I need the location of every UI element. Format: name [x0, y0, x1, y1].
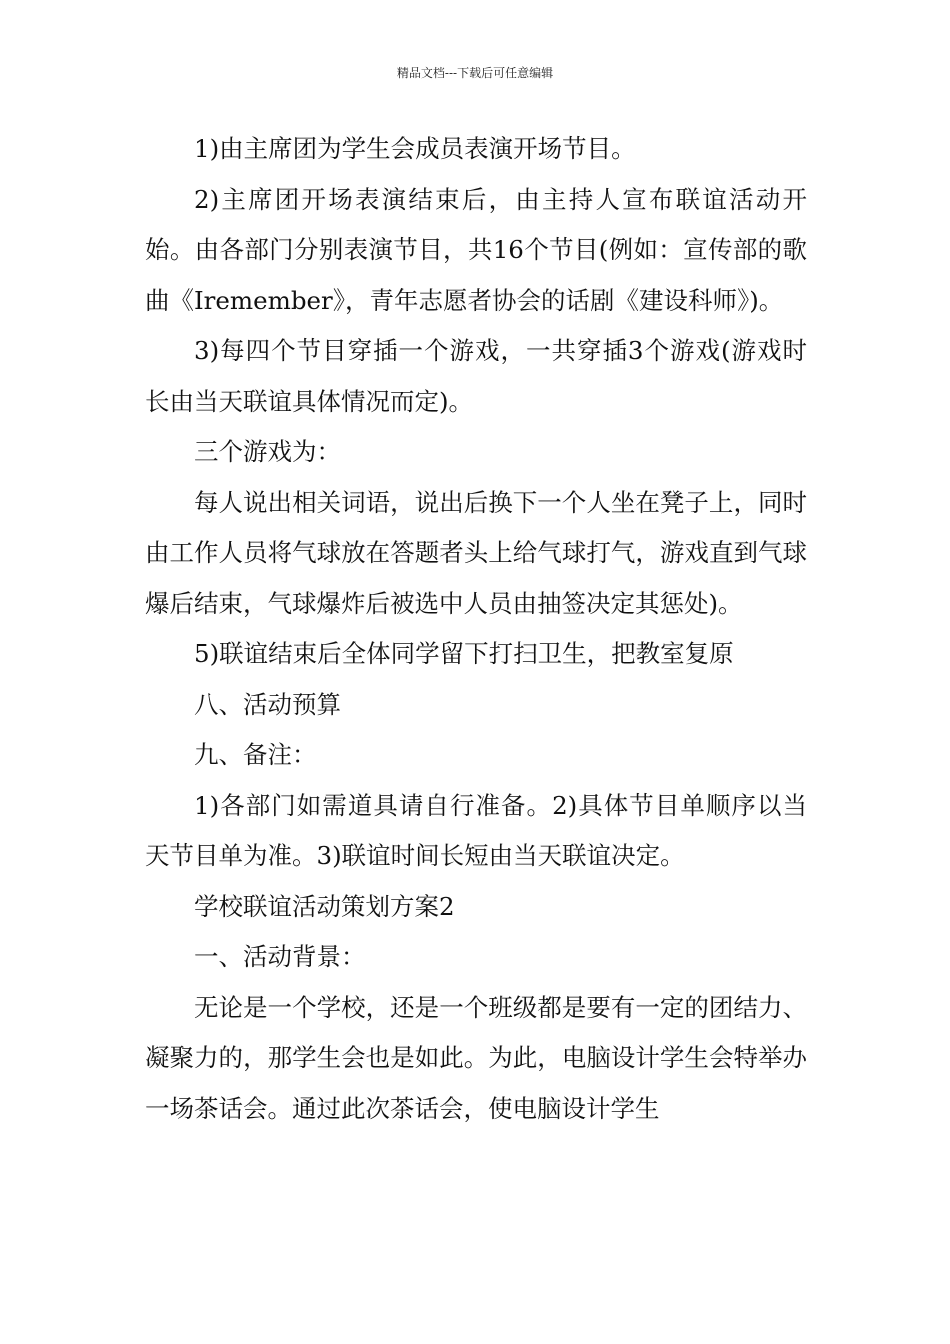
section-heading-background: 一、活动背景： — [194, 942, 366, 971]
document-subtitle: 学校联谊活动策划方案2 — [194, 891, 455, 921]
paragraph-notes: 1)各部门如需道具请自行准备。2)具体节目单顺序以当天节目单为准。3)联谊时间长短由当天联谊决定。 — [145, 790, 807, 870]
document-body — [145, 124, 807, 1134]
paragraph-5: 每人说出相关词语，说出后换下一个人坐在凳子上，同时由工作人员将气球放在答题者头上给气球打气，游戏直到气球爆后结束，气球爆炸后被选中人员由抽签决定其惩处)。 — [145, 487, 807, 618]
paragraph-6: 5)联谊结束后全体同学留下打扫卫生，把教室复原 — [194, 639, 734, 668]
paragraph-1: 1)由主席团为学生会成员表演开场节目。 — [194, 134, 636, 163]
paragraph-background: 无论是一个学校，还是一个班级都是要有一定的团结力、凝聚力的，那学生会也是如此。为此，电脑设计学生会特举办一场茶话会。通过此次茶话会，使电脑设计学生 — [145, 992, 807, 1123]
section-heading-budget: 八、活动预算 — [194, 689, 341, 719]
paragraph-3: 3)每四个节目穿插一个游戏，一共穿插3个游戏(游戏时长由当天联谊具体情况而定)。 — [145, 336, 807, 416]
page-header: 精品文档---下载后可任意编辑 — [396, 66, 554, 80]
paragraph-4: 三个游戏为： — [194, 437, 341, 466]
section-heading-notes: 九、备注： — [194, 740, 317, 769]
paragraph-2: 2)主席团开场表演结束后，由主持人宣布联谊活动开始。由各部门分别表演节目，共16个节目(例如：宣传部的歌曲《Iremember》，青年志愿者协会的话剧《建设科师》)。 — [145, 184, 807, 315]
